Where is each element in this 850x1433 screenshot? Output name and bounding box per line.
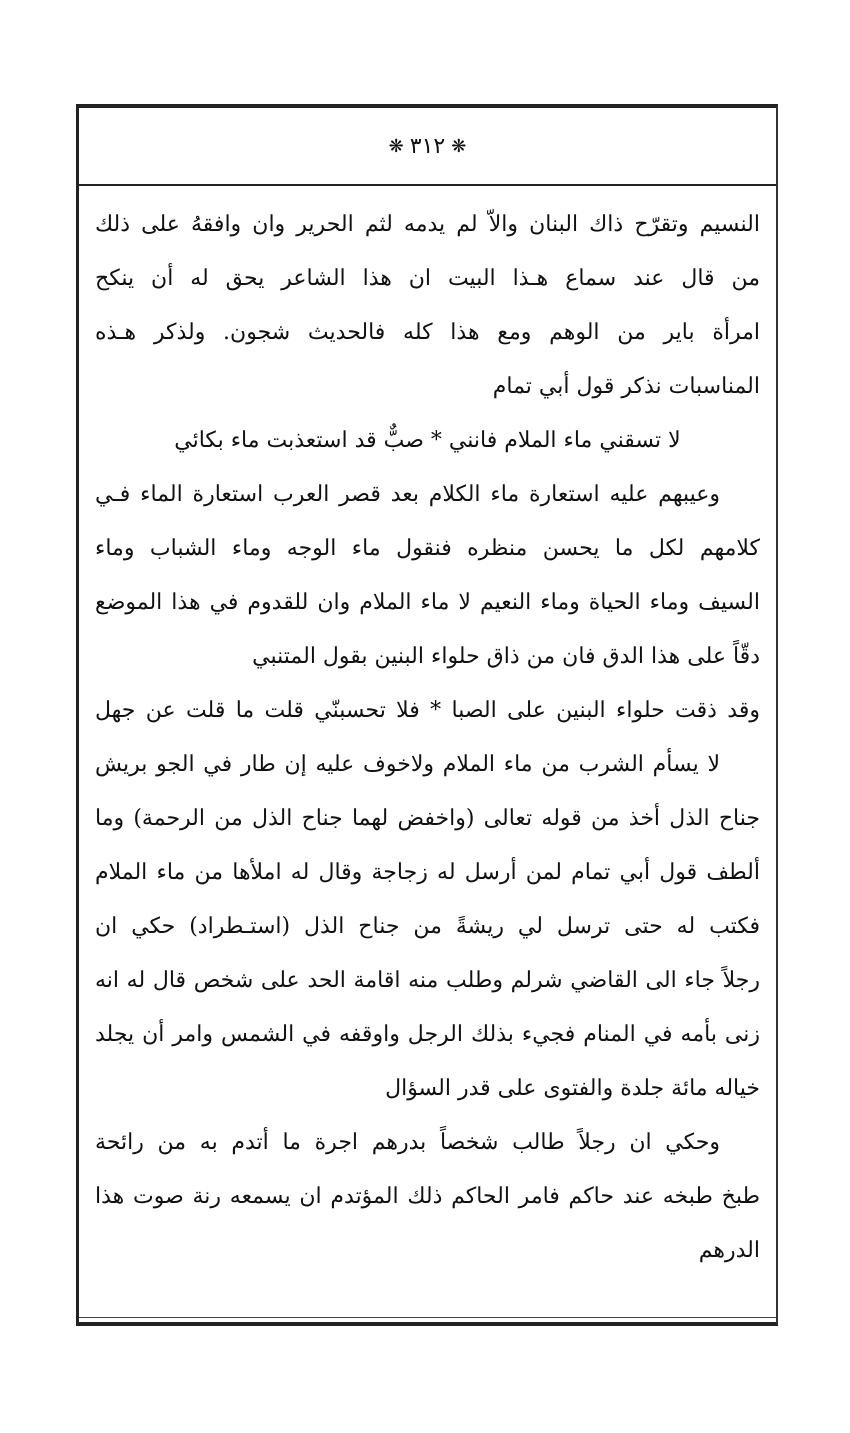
text-line: وعيبهم عليه استعارة ماء الكلام بعد قصر العرب استعارة الماء فـي	[95, 482, 720, 507]
text-line: زنى بأمه في المنام فجيء بذلك الرجل واوقفه في الشمس وامر أن يجلد	[95, 1022, 760, 1047]
text-line: امرأة باير من الوهم ومع هذا كله فالحديث شجون. ولذكر هـذه	[95, 320, 760, 345]
text-line: وقد ذقت حلواء البنين على الصبا * فلا تحسبنّي قلت ما قلت عن جهل	[95, 698, 760, 723]
page-header	[79, 108, 776, 186]
text-line: لا يسأم الشرب من ماء الملام ولاخوف عليه إن طار في الجو بريش	[95, 752, 720, 777]
page-frame	[76, 104, 778, 1326]
page-number-group	[389, 134, 467, 159]
ornament-right-icon: ❋	[451, 135, 467, 157]
text-line: وحكي ان رجلاً طالب شخصاً بدرهم اجرة ما أتدم به من رائحة	[95, 1130, 720, 1155]
text-line: جناح الذل أخذ من قوله تعالى (واخفض لهما جناح الذل من الرحمة) وما	[95, 806, 760, 831]
text-line: من قال عند سماع هـذا البيت ان هذا الشاعر يحق له أن ينكح	[95, 266, 760, 291]
text-line: رجلاً جاء الى القاضي شرلم وطلب منه اقامة الحد على شخص قال له انه	[95, 968, 760, 993]
text-line: طبخ طبخه عند حاكم فامر الحاكم ذلك المؤتدم ان يسمعه رنة صوت هذا	[95, 1184, 760, 1209]
text-line: كلامهم لكل ما يحسن منظره فنقول ماء الوجه وماء الشباب وماء	[95, 536, 760, 561]
text-line: السيف وماء الحياة وماء النعيم لا ماء الملام وان للقدوم في هذا الموضع	[95, 590, 760, 615]
bottom-rule	[79, 1317, 776, 1318]
text-line: ألطف قول أبي تمام لمن أرسل له زجاجة وقال له املأها من ماء الملام	[95, 860, 760, 885]
text-line: دقّاً على هذا الدق فان من ذاق حلواء البنين بقول المتنبي	[252, 644, 760, 669]
text-line: النسيم وتقرّح ذاك البنان والاّ لم يدمه لثم الحرير وان وافقهُ على ذلك	[95, 212, 760, 237]
text-line: خياله مائة جلدة والفتوى على قدر السؤال	[385, 1076, 760, 1101]
text-line: المناسبات نذكر قول أبي تمام	[492, 374, 760, 399]
text-line: الدرهم	[698, 1238, 760, 1263]
text-line: فكتب له حتى ترسل لي ريشةً من جناح الذل (استـطراد) حكي ان	[95, 914, 760, 939]
page-number: ٣١٢	[409, 133, 446, 159]
ornament-left-icon: ❋	[388, 135, 404, 157]
body-text	[95, 198, 760, 1298]
text-line: لا تسقني ماء الملام فانني * صبٌّ قد استعذبت ماء بكائي	[174, 428, 681, 453]
